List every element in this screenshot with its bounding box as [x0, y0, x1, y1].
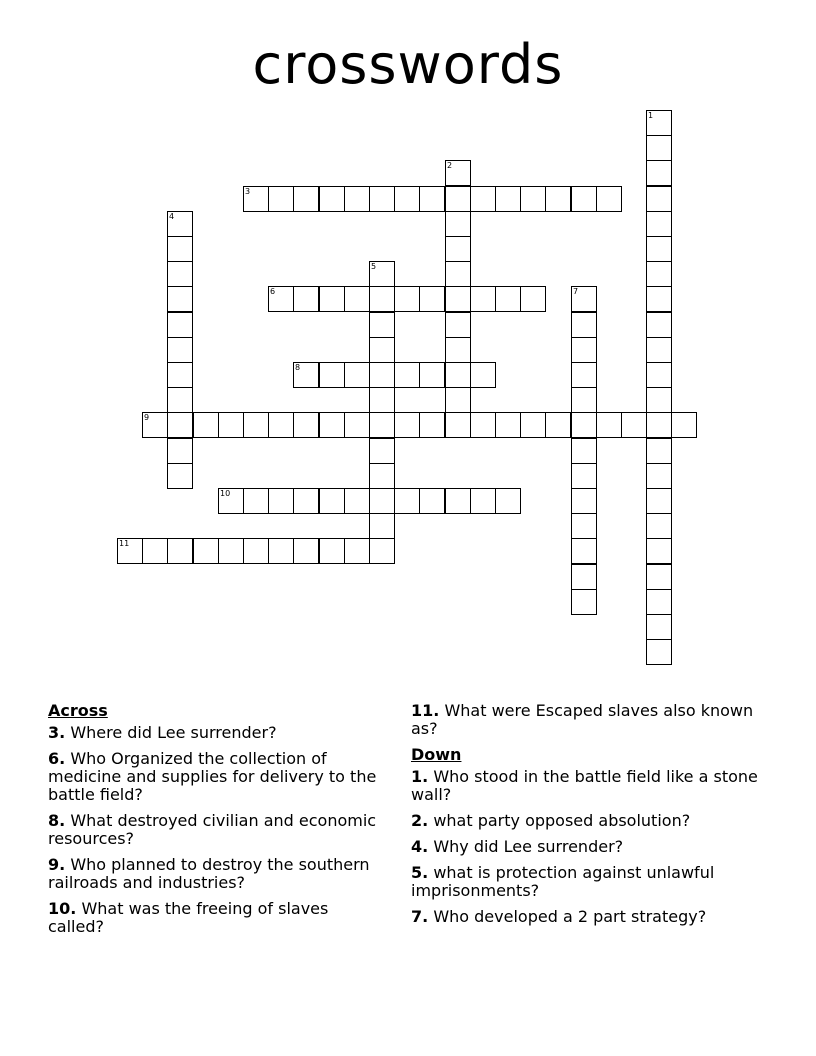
grid-cell[interactable] — [445, 236, 471, 262]
grid-cell[interactable] — [646, 639, 672, 665]
grid-cell[interactable] — [571, 186, 597, 212]
grid-cell[interactable] — [445, 160, 471, 186]
clue-number: 6. — [48, 749, 66, 768]
grid-cell[interactable] — [167, 538, 193, 564]
grid-cell[interactable] — [369, 538, 395, 564]
grid-cell[interactable] — [646, 387, 672, 413]
grid-cell[interactable] — [445, 186, 471, 212]
grid-cell[interactable] — [293, 488, 319, 514]
grid-cell[interactable] — [470, 488, 496, 514]
clue-text: Who planned to destroy the southern railroads and industries? — [48, 855, 370, 892]
grid-cell[interactable] — [419, 412, 445, 438]
grid-cell[interactable] — [470, 286, 496, 312]
grid-cell[interactable] — [646, 463, 672, 489]
grid-cell[interactable] — [520, 186, 546, 212]
grid-cell[interactable] — [319, 286, 345, 312]
grid-cell[interactable] — [445, 337, 471, 363]
cell-number: 5 — [371, 262, 377, 271]
grid-cell[interactable] — [167, 438, 193, 464]
grid-cell[interactable] — [495, 488, 521, 514]
cell-number: 6 — [270, 287, 276, 296]
grid-cell[interactable] — [268, 286, 294, 312]
clue-text: Where did Lee surrender? — [70, 723, 277, 742]
grid-cell[interactable] — [571, 538, 597, 564]
grid-cell[interactable] — [646, 337, 672, 363]
grid-cell[interactable] — [520, 286, 546, 312]
clue-down-7 — [411, 908, 761, 926]
clue-text: What destroyed civilian and economic resources? — [48, 811, 377, 848]
clue-text: What was the freeing of slaves called? — [48, 899, 329, 936]
grid-cell[interactable] — [167, 412, 193, 438]
grid-cell[interactable] — [243, 538, 269, 564]
grid-cell[interactable] — [445, 387, 471, 413]
clue-across-11 — [411, 702, 761, 738]
grid-cell[interactable] — [646, 186, 672, 212]
cell-number: 3 — [245, 187, 251, 196]
grid-cell[interactable] — [369, 337, 395, 363]
grid-cell[interactable] — [571, 286, 597, 312]
grid-cell[interactable] — [445, 211, 471, 237]
clue-number: 10. — [48, 899, 77, 918]
grid-cell[interactable] — [344, 286, 370, 312]
clue-number: 11. — [411, 701, 440, 720]
down-heading: Down — [411, 745, 462, 764]
grid-cell[interactable] — [167, 463, 193, 489]
grid-cell[interactable] — [571, 488, 597, 514]
grid-cell[interactable] — [394, 362, 420, 388]
grid-cell[interactable] — [243, 186, 269, 212]
cell-number: 8 — [295, 363, 301, 372]
clue-text: Who developed a 2 part strategy? — [433, 907, 707, 926]
grid-cell[interactable] — [344, 186, 370, 212]
clue-across-6 — [48, 750, 388, 804]
cell-number: 7 — [573, 287, 579, 296]
grid-cell[interactable] — [369, 463, 395, 489]
grid-cell[interactable] — [268, 186, 294, 212]
grid-cell[interactable] — [218, 538, 244, 564]
clue-text: what is protection against unlawful imprisonments? — [411, 863, 715, 900]
cell-number: 9 — [144, 413, 150, 422]
clue-down-4 — [411, 838, 761, 856]
grid-cell[interactable] — [646, 160, 672, 186]
grid-cell[interactable] — [319, 412, 345, 438]
grid-cell[interactable] — [646, 438, 672, 464]
grid-cell[interactable] — [571, 513, 597, 539]
grid-cell[interactable] — [646, 211, 672, 237]
clue-number: 3. — [48, 723, 66, 742]
grid-cell[interactable] — [671, 412, 697, 438]
grid-cell[interactable] — [445, 362, 471, 388]
grid-cell[interactable] — [596, 186, 622, 212]
grid-cell[interactable] — [470, 362, 496, 388]
grid-cell[interactable] — [319, 362, 345, 388]
grid-cell[interactable] — [596, 412, 622, 438]
clue-text: Who stood in the battle field like a stone wall? — [411, 767, 758, 804]
clue-number: 2. — [411, 811, 429, 830]
grid-cell[interactable] — [646, 110, 672, 136]
grid-cell[interactable] — [646, 312, 672, 338]
grid-cell[interactable] — [495, 286, 521, 312]
page-title: crosswords — [252, 33, 564, 96]
grid-cell[interactable] — [419, 186, 445, 212]
grid-cell[interactable] — [218, 488, 244, 514]
grid-cell[interactable] — [167, 337, 193, 363]
grid-cell[interactable] — [319, 538, 345, 564]
grid-cell[interactable] — [319, 488, 345, 514]
grid-cell[interactable] — [571, 564, 597, 590]
grid-cell[interactable] — [571, 387, 597, 413]
grid-cell[interactable] — [394, 286, 420, 312]
grid-cell[interactable] — [394, 412, 420, 438]
grid-cell[interactable] — [142, 412, 168, 438]
grid-cell[interactable] — [218, 412, 244, 438]
grid-cell[interactable] — [445, 286, 471, 312]
grid-cell[interactable] — [268, 412, 294, 438]
clue-down-1 — [411, 768, 761, 804]
grid-cell[interactable] — [571, 337, 597, 363]
grid-cell[interactable] — [394, 488, 420, 514]
grid-cell[interactable] — [167, 286, 193, 312]
grid-cell[interactable] — [646, 412, 672, 438]
clues-left-column — [48, 702, 388, 944]
grid-cell[interactable] — [167, 211, 193, 237]
grid-cell[interactable] — [646, 488, 672, 514]
grid-cell[interactable] — [646, 564, 672, 590]
cell-number: 2 — [447, 161, 453, 170]
grid-cell[interactable] — [545, 186, 571, 212]
grid-cell[interactable] — [470, 412, 496, 438]
grid-cell[interactable] — [646, 362, 672, 388]
grid-cell[interactable] — [419, 488, 445, 514]
grid-cell[interactable] — [419, 362, 445, 388]
grid-cell[interactable] — [369, 186, 395, 212]
grid-cell[interactable] — [571, 463, 597, 489]
grid-cell[interactable] — [369, 412, 395, 438]
grid-cell[interactable] — [344, 538, 370, 564]
grid-cell[interactable] — [344, 362, 370, 388]
cell-number: 1 — [648, 111, 654, 120]
grid-cell[interactable] — [167, 261, 193, 287]
grid-cell[interactable] — [646, 513, 672, 539]
grid-cell[interactable] — [621, 412, 647, 438]
grid-cell[interactable] — [445, 261, 471, 287]
grid-cell[interactable] — [193, 412, 219, 438]
clue-number: 7. — [411, 907, 429, 926]
clue-across-9 — [48, 856, 388, 892]
grid-cell[interactable] — [369, 261, 395, 287]
grid-cell[interactable] — [394, 186, 420, 212]
clue-number: 4. — [411, 837, 429, 856]
grid-cell[interactable] — [369, 387, 395, 413]
grid-cell[interactable] — [167, 362, 193, 388]
grid-cell[interactable] — [445, 412, 471, 438]
grid-cell[interactable] — [369, 438, 395, 464]
grid-cell[interactable] — [495, 186, 521, 212]
clue-text: Why did Lee surrender? — [433, 837, 624, 856]
grid-cell[interactable] — [193, 538, 219, 564]
clue-number: 8. — [48, 811, 66, 830]
grid-cell[interactable] — [369, 312, 395, 338]
clue-text: Who Organized the collection of medicine and supplies for delivery to the battle field? — [48, 749, 377, 804]
grid-cell[interactable] — [167, 312, 193, 338]
grid-cell[interactable] — [243, 412, 269, 438]
grid-cell[interactable] — [571, 362, 597, 388]
grid-cell[interactable] — [495, 412, 521, 438]
grid-cell[interactable] — [571, 412, 597, 438]
grid-cell[interactable] — [344, 412, 370, 438]
clue-text: what party opposed absolution? — [433, 811, 691, 830]
grid-cell[interactable] — [646, 614, 672, 640]
grid-cell[interactable] — [344, 488, 370, 514]
clue-text: What were Escaped slaves also known as? — [411, 701, 754, 738]
grid-cell[interactable] — [293, 186, 319, 212]
clue-number: 5. — [411, 863, 429, 882]
grid-cell[interactable] — [167, 236, 193, 262]
grid-cell[interactable] — [545, 412, 571, 438]
grid-cell[interactable] — [445, 312, 471, 338]
grid-cell[interactable] — [369, 286, 395, 312]
grid-cell[interactable] — [369, 488, 395, 514]
grid-cell[interactable] — [646, 286, 672, 312]
grid-cell[interactable] — [470, 186, 496, 212]
clue-number: 9. — [48, 855, 66, 874]
grid-cell[interactable] — [319, 186, 345, 212]
grid-cell[interactable] — [293, 286, 319, 312]
grid-cell[interactable] — [117, 538, 143, 564]
grid-cell[interactable] — [419, 286, 445, 312]
grid-cell[interactable] — [571, 312, 597, 338]
cell-number: 10 — [220, 489, 231, 498]
grid-cell[interactable] — [445, 488, 471, 514]
across-heading: Across — [48, 701, 108, 720]
grid-cell[interactable] — [646, 589, 672, 615]
grid-cell[interactable] — [167, 387, 193, 413]
grid-cell[interactable] — [646, 538, 672, 564]
grid-cell[interactable] — [369, 362, 395, 388]
cell-number: 4 — [169, 212, 175, 221]
grid-cell[interactable] — [646, 261, 672, 287]
grid-cell[interactable] — [369, 513, 395, 539]
grid-cell[interactable] — [293, 362, 319, 388]
cell-number: 11 — [119, 539, 130, 548]
grid-cell[interactable] — [293, 412, 319, 438]
grid-cell[interactable] — [571, 589, 597, 615]
grid-cell[interactable] — [243, 488, 269, 514]
grid-cell[interactable] — [646, 135, 672, 161]
grid-cell[interactable] — [293, 538, 319, 564]
grid-cell[interactable] — [142, 538, 168, 564]
clue-across-8 — [48, 812, 388, 848]
clue-number: 1. — [411, 767, 429, 786]
grid-cell[interactable] — [268, 488, 294, 514]
clue-across-10 — [48, 900, 388, 936]
clues-right-column — [411, 702, 761, 934]
grid-cell[interactable] — [646, 236, 672, 262]
clue-across-3 — [48, 724, 388, 742]
grid-cell[interactable] — [268, 538, 294, 564]
grid-cell[interactable] — [571, 438, 597, 464]
clue-down-5 — [411, 864, 761, 900]
clue-down-2 — [411, 812, 761, 830]
grid-cell[interactable] — [520, 412, 546, 438]
